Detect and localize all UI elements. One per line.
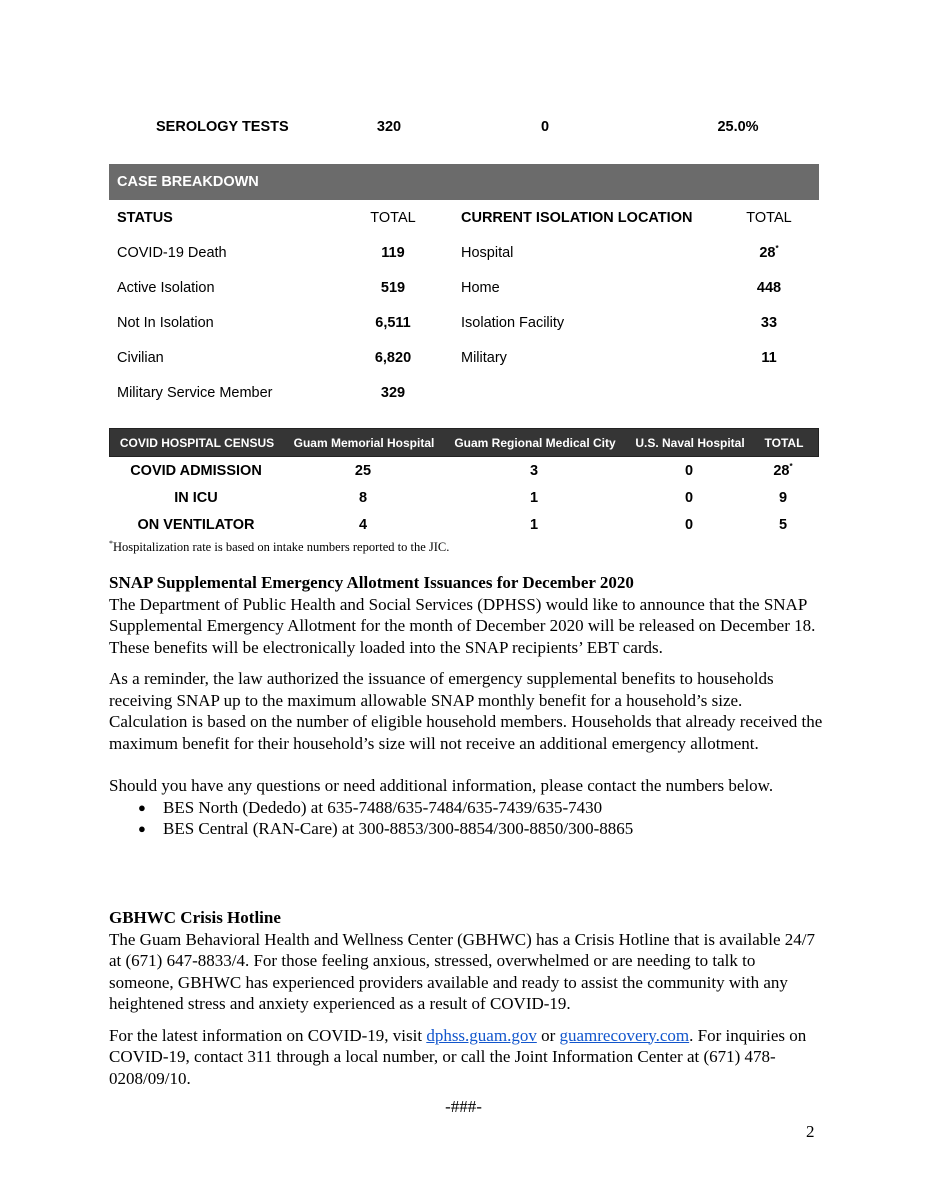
gbhwc-section xyxy=(109,907,824,1089)
location-label: Hospital xyxy=(461,245,514,261)
snap-heading: SNAP Supplemental Emergency Allotment Issuances for December 2020 xyxy=(109,573,634,592)
census-title-header: COVID HOSPITAL CENSUS xyxy=(119,435,275,450)
table-row xyxy=(109,457,819,484)
hospital-census-table xyxy=(109,457,819,538)
list-item: ● BES North (Dededo) at 635-7488/635-7484/635-7439/635-7430 xyxy=(163,797,824,819)
snap-paragraph-3: Should you have any questions or need additional information, please contact the numbers below. xyxy=(109,776,774,795)
closing-paragraph xyxy=(109,1025,824,1090)
census-row-label: ON VENTILATOR xyxy=(137,516,255,533)
status-total: 6,820 xyxy=(374,350,412,366)
dphss-link[interactable]: dphss.guam.gov xyxy=(426,1025,537,1045)
serology-total: 320 xyxy=(376,119,402,135)
status-total: 329 xyxy=(380,385,406,401)
status-column-header: STATUS xyxy=(117,210,173,226)
snap-section xyxy=(109,572,824,840)
census-total-value xyxy=(753,463,813,479)
census-row-label: IN ICU xyxy=(174,489,218,506)
grmc-column-header: Guam Regional Medical City xyxy=(454,435,616,450)
gmh-value: 4 xyxy=(358,516,368,533)
serology-new: 0 xyxy=(540,119,550,135)
location-total: 33 xyxy=(760,315,778,331)
location-total xyxy=(727,245,811,261)
footnote-marker: * xyxy=(789,461,793,471)
table-row xyxy=(109,340,819,375)
status-total: 519 xyxy=(380,280,406,296)
contact-list xyxy=(109,797,824,840)
census-row-label: COVID ADMISSION xyxy=(130,462,262,479)
census-total-column-header: TOTAL xyxy=(764,435,804,450)
hospitalization-footnote xyxy=(109,540,449,555)
grmc-value: 1 xyxy=(529,516,539,533)
case-breakdown-table xyxy=(109,200,819,410)
location-total-value: 28 xyxy=(759,245,776,261)
usnh-column-header: U.S. Naval Hospital xyxy=(635,435,745,450)
usnh-value: 0 xyxy=(684,462,694,479)
case-breakdown-header: CASE BREAKDOWN xyxy=(109,164,819,200)
gbhwc-heading: GBHWC Crisis Hotline xyxy=(109,908,281,927)
location-column-header: CURRENT ISOLATION LOCATION xyxy=(461,210,693,226)
closing-suffix: . For inquiries on COVID-19, contact 311 through a local number, or call the Joint Information Center at (671) 478-0208/09/10. xyxy=(109,1025,807,1088)
location-label: Military xyxy=(461,350,507,366)
status-label: COVID-19 Death xyxy=(117,245,227,261)
status-label: Military Service Member xyxy=(117,385,273,401)
status-label: Active Isolation xyxy=(117,280,215,296)
usnh-value: 0 xyxy=(684,516,694,533)
serology-row xyxy=(109,117,819,139)
grmc-value: 3 xyxy=(529,462,539,479)
hospital-census-header xyxy=(109,428,819,457)
gmh-column-header: Guam Memorial Hospital xyxy=(293,435,435,450)
location-total: 448 xyxy=(756,280,782,296)
status-total: 6,511 xyxy=(375,315,411,331)
table-row xyxy=(109,235,819,270)
case-breakdown-header-row xyxy=(109,200,819,235)
table-row xyxy=(109,375,819,410)
status-total: 119 xyxy=(381,245,405,261)
grmc-value: 1 xyxy=(529,489,539,506)
location-total-column-header: TOTAL xyxy=(746,210,792,226)
table-row xyxy=(109,511,819,538)
gbhwc-paragraph: The Guam Behavioral Health and Wellness Center (GBHWC) has a Crisis Hotline that is available 24/7 at (671) 647-8833/4. For those feeling anxious, stressed, overwhelmed or are needing to talk to someone, GBHWC has experienced providers available and ready to assist the community with any heightened stress and anxiety experienced as a result of COVID-19. xyxy=(109,929,816,1013)
status-label: Not In Isolation xyxy=(117,315,214,331)
gmh-value: 25 xyxy=(354,462,372,479)
location-label: Home xyxy=(461,280,500,296)
location-total: 11 xyxy=(761,350,777,366)
list-item: ● BES Central (RAN-Care) at 300-8853/300-8854/300-8850/300-8865 xyxy=(163,818,824,840)
gmh-value: 8 xyxy=(358,489,368,506)
serology-label: SEROLOGY TESTS xyxy=(156,119,289,135)
footnote-text: Hospitalization rate is based on intake numbers reported to the JIC. xyxy=(113,540,450,554)
location-label: Isolation Facility xyxy=(461,315,565,331)
census-total-value: 5 xyxy=(778,516,788,533)
page-number: 2 xyxy=(806,1122,815,1141)
footnote-marker: * xyxy=(109,538,113,548)
total-column-header: TOTAL xyxy=(370,210,416,226)
status-label: Civilian xyxy=(117,350,164,366)
end-mark: -###- xyxy=(445,1097,482,1116)
snap-paragraph-2: As a reminder, the law authorized the issuance of emergency supplemental benefits to households receiving SNAP up to the maximum allowable SNAP monthly benefit for a household’s size. Calculation is based on the number of eligible household members. Households that already received the maximum benefit for their household’s size will not receive an additional emergency allotment. xyxy=(109,669,823,753)
snap-paragraph-1: The Department of Public Health and Social Services (DPHSS) would like to announce that the SNAP Supplemental Emergency Allotment for the month of December 2020 will be released on December 18. These benefits will be electronically loaded into the SNAP recipients’ EBT cards. xyxy=(109,594,816,657)
guamrecovery-link[interactable]: guamrecovery.com xyxy=(559,1025,690,1045)
table-row xyxy=(109,270,819,305)
closing-mid: or xyxy=(536,1025,560,1045)
table-row xyxy=(109,484,819,511)
usnh-value: 0 xyxy=(684,489,694,506)
census-total-number: 28 xyxy=(773,462,790,479)
footnote-marker: * xyxy=(775,244,779,254)
census-total-value: 9 xyxy=(778,489,788,506)
serology-rate: 25.0% xyxy=(717,119,759,135)
table-row xyxy=(109,305,819,340)
closing-prefix: For the latest information on COVID-19, visit xyxy=(109,1025,427,1045)
